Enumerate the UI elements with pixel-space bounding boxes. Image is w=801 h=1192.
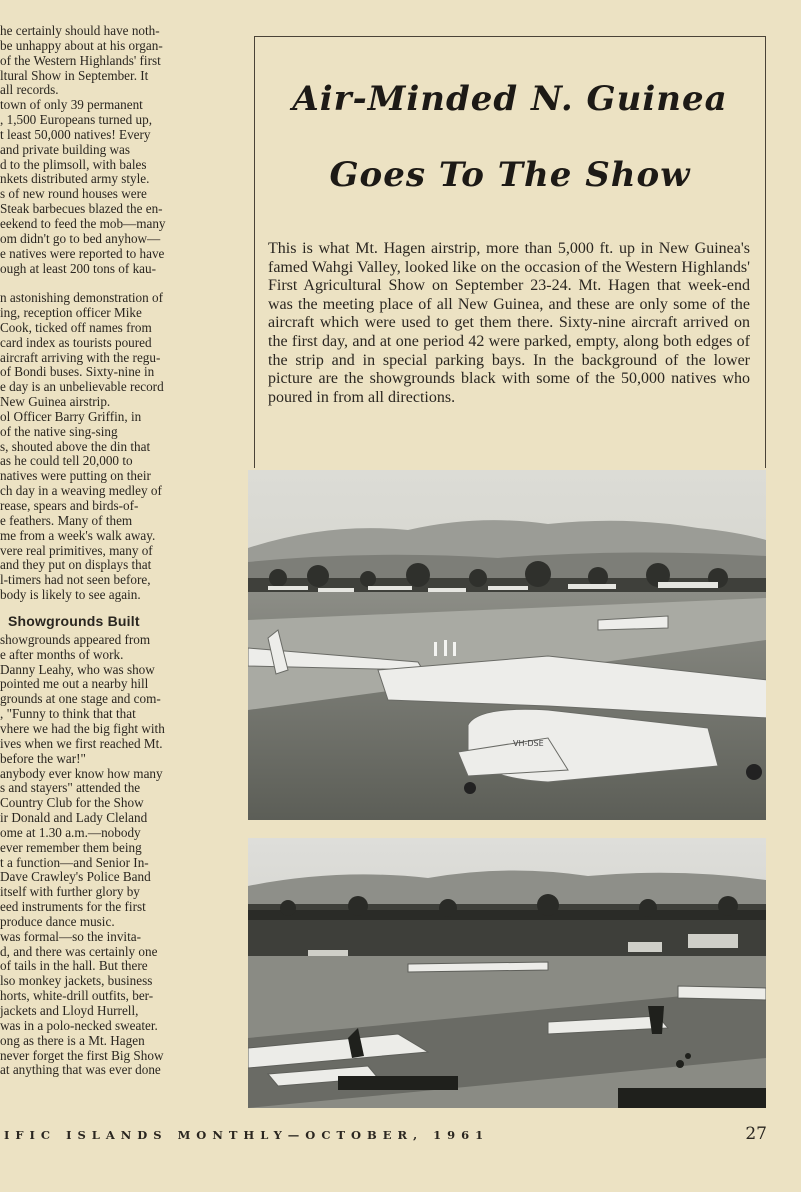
article-line: d to the plimsoll, with bales (0, 157, 147, 172)
article-line: vere real primitives, many of (0, 543, 153, 558)
article-line: s of new round houses were (0, 187, 147, 202)
article-line: d, and there was certainly one (0, 944, 158, 959)
article-line: Country Club for the Show (0, 796, 144, 811)
article-line: all records. (0, 83, 59, 98)
article-line: rease, spears and birds-of- (0, 499, 139, 513)
article-line: pointed me out a nearby hill (0, 677, 149, 692)
article-line: , "Funny to think that that (0, 707, 136, 722)
article-line: s and stayers" attended the (0, 781, 141, 796)
subheading: Showgrounds Built (8, 612, 140, 629)
article-line: ir Donald and Lady Cleland (0, 811, 148, 826)
article-line: vhere we had the big fight with (0, 721, 165, 736)
page-number: 27 (745, 1124, 767, 1144)
article-line: om didn't go to bed anyhow— (0, 231, 161, 246)
svg-text:VH-DSE: VH-DSE (513, 739, 544, 748)
photo-caption: This is what Mt. Hagen airstrip, more than 5,000 ft. up in New Guinea's famed Wahgi Valley, looked like on the occasion of the Western Highlands' First Agricultural Show on September 23-24. Mt. Hagen that week-end was the meeting place of all New Guinea, and these are only some of the aircraft which were used to get them there. Sixty-nine aircraft arrived on the first day, and at one period 42 were parked, empty, along both edges of the strip and in special parking bays. In the background of the lower picture are the showgrounds black with some of the 50,000 natives who poured in from all directions. (268, 240, 750, 406)
article-line: ltural Show in September. It (0, 68, 149, 83)
article-line: eekend to feed the mob—many (0, 216, 166, 231)
article-line: Danny Leahy, who was show (0, 662, 155, 677)
article-line: e feathers. Many of them (0, 513, 133, 528)
article-line: e day is an unbelievable record (0, 380, 164, 395)
article-line: Dave Crawley's Police Band (0, 870, 151, 885)
article-line: s, shouted above the din that (0, 439, 151, 454)
airstrip-photo-lower-image (248, 838, 766, 1108)
article-line: ch day in a weaving medley of (0, 484, 162, 499)
page-footer (0, 1124, 801, 1154)
article-line: Steak barbecues blazed the en- (0, 202, 163, 217)
article-line: Cook, ticked off names from (0, 320, 152, 335)
article-line: lso monkey jackets, business (0, 974, 153, 989)
article-line: of Bondi buses. Sixty-nine in (0, 365, 155, 380)
article-line: ever remember them being (0, 840, 142, 855)
article-line: n astonishing demonstration of (0, 291, 163, 306)
article-line: ong as there is a Mt. Hagen (0, 1033, 145, 1048)
article-line: e natives were reported to have (0, 246, 165, 261)
article-paragraph-2 (0, 291, 214, 603)
article-line: card index as tourists poured (0, 335, 152, 350)
airstrip-photo-upper (248, 470, 766, 820)
article-line: , 1,500 Europeans turned up, (0, 113, 152, 128)
article-line: town of only 39 permanent (0, 98, 143, 113)
article-line: as he could tell 20,000 to (0, 454, 133, 469)
article-line: anybody ever know how many (0, 766, 163, 781)
article-line: horts, white-drill outfits, ber- (0, 989, 154, 1004)
article-line: ome at 1.30 a.m.—nobody (0, 825, 141, 840)
article-line: jackets and Lloyd Hurrell, (0, 1004, 139, 1018)
article-line: me from a week's walk away. (0, 528, 156, 543)
article-line: of the Western Highlands' first (0, 53, 161, 68)
article-line: of the native sing-sing (0, 424, 118, 439)
article-line: itself with further glory by (0, 885, 140, 900)
headline-line-1: Air-Minded N. Guinea (292, 79, 728, 119)
airstrip-photo-upper-image (248, 470, 766, 820)
article-paragraph-1 (0, 24, 214, 276)
article-paragraph-5 (0, 930, 214, 1078)
article-line: and private building was (0, 142, 131, 157)
article-paragraph-3 (0, 633, 214, 767)
article-line: ives when we first reached Mt. (0, 736, 163, 751)
article-line: produce dance music. (0, 914, 115, 929)
article-line: he certainly should have noth- (0, 24, 160, 38)
article-line: never forget the first Big Show (0, 1048, 164, 1063)
article-line: ol Officer Barry Griffin, in (0, 409, 142, 424)
running-head: IFIC ISLANDS MONTHLY—OCTOBER, 1961 (4, 1128, 490, 1142)
article-line: ing, reception officer Mike (0, 306, 142, 321)
article-line: natives were putting on their (0, 469, 151, 484)
article-line: eed instruments for the first (0, 900, 146, 915)
article-line: and they put on displays that (0, 558, 152, 573)
article-line: body is likely to see again. (0, 588, 141, 603)
article-line: was in a polo-necked sweater. (0, 1018, 158, 1033)
article-line: before the war!" (0, 751, 86, 766)
article-line: grounds at one stage and com- (0, 692, 161, 707)
article-line: was formal—so the invita- (0, 929, 141, 944)
article-line: t least 50,000 natives! Every (0, 127, 151, 142)
article-line: l-timers had not seen before, (0, 573, 151, 588)
airstrip-photo-lower (248, 838, 766, 1108)
article-line: aircraft arriving with the regu- (0, 350, 161, 365)
article-line: of tails in the hall. But there (0, 959, 148, 974)
article-line: showgrounds appeared from (0, 632, 151, 647)
article-paragraph-4 (0, 767, 214, 930)
left-article-column (0, 24, 214, 1100)
article-line: ough at least 200 tons of kau- (0, 261, 157, 276)
headline-line-2: Goes To The Show (329, 155, 691, 195)
article-line: be unhappy about at his organ- (0, 38, 163, 53)
article-line: nkets distributed army style. (0, 172, 150, 187)
article-line: t a function—and Senior In- (0, 855, 149, 870)
article-line: e after months of work. (0, 647, 124, 662)
article-line: at anything that was ever done (0, 1063, 161, 1078)
article-line: New Guinea airstrip. (0, 395, 111, 410)
